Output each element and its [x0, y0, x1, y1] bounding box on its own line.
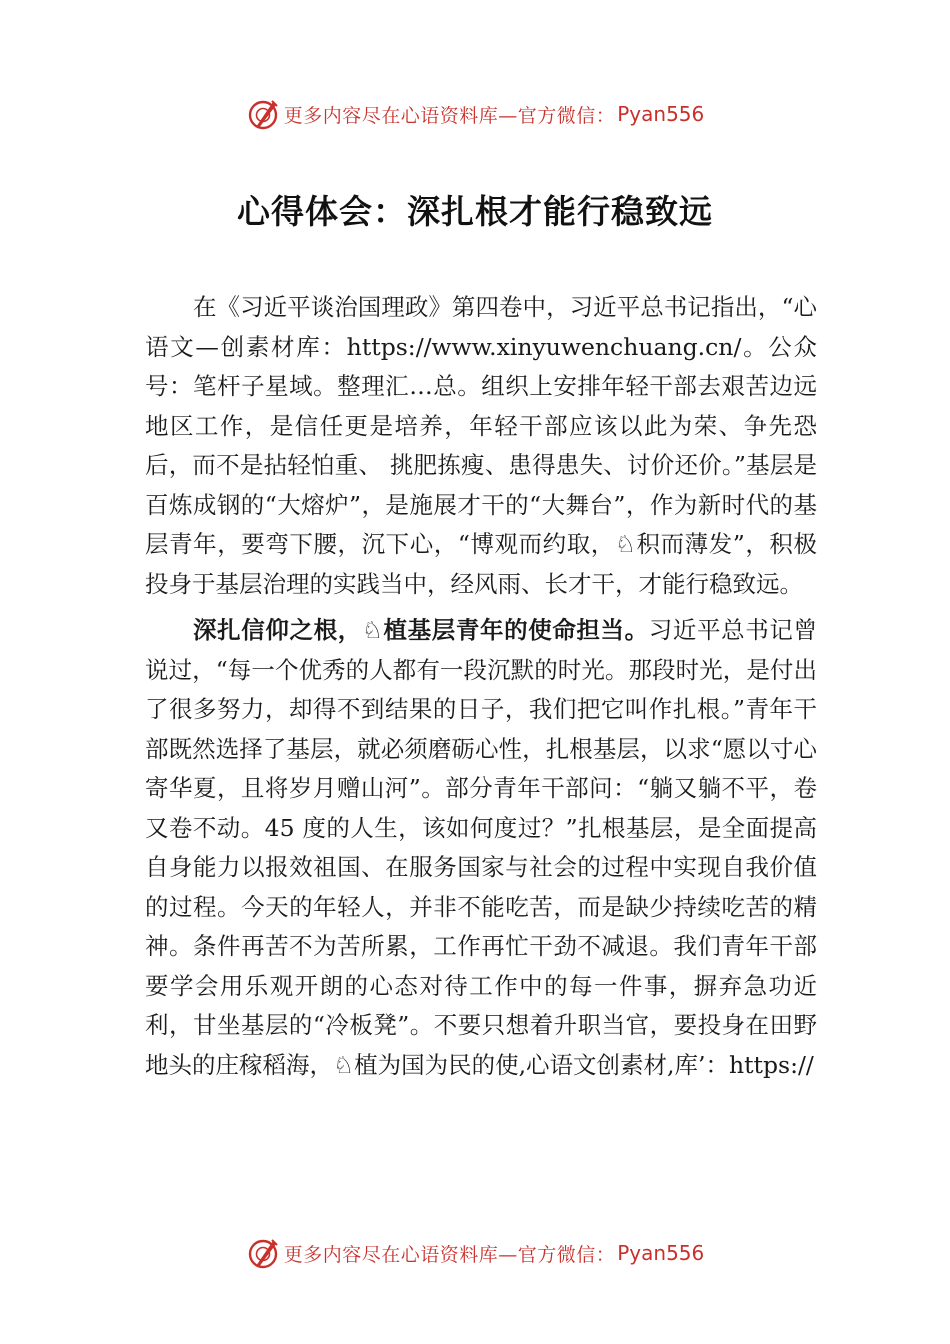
paragraph-body-text: 习近平总书记曾说过，“每一个优秀的人都有一段沉默的时光。那段时光，是付出了很多努力，却得不到结果的日子，我们把它叫作扎根。”青年干部既然选择了基层，就必须磨砺心性，扎根基层，以求“愿以寸心寄华夏，且将岁月赠山河”。部分青年干部问：“躺又躺不平，卷又卷不动。45 度的人生，该如何度过？”扎根基层，是全面提高自身能力以报效祖国、在服务国家与社会的过程中实现自我价值的过程。今天的年轻人，并非不能吃苦，而是缺少持续吃苦的精神。条件再苦不为苦所累，工作再忙干劲不减退。我们青年干部要学会用乐观开朗的心态对待工作中的每一件事，摒弃急功近利，甘坐基层的“冷板凳”。不要只想着升职当官，要投身在田野地头的庄稼稻海，♘植为国为民的使,心语文创素材,库’：https:// — [145, 616, 817, 1079]
watermark-wechat-id: Pyan556 — [617, 1241, 705, 1265]
logo-icon — [246, 1236, 280, 1270]
footer-watermark — [0, 1231, 950, 1275]
document-body — [145, 288, 817, 1085]
watermark-text: 更多内容尽在心语资料库—官方微信： — [283, 104, 616, 127]
paragraph-intro: 在《习近平谈治国理政》第四卷中，习近平总书记指出，“心语文—创素材库：https://www.xinyuwenchuang.cn/。公众号：笔杆子星域。整理汇…总。组织上安排年轻干部去艰苦边远地区工作，是信任更是培养，年轻干部应该以此为荣、争先恐后，而不是拈轻怕重、 挑肥拣瘦、患得患失、讨价还价。”基层是百炼成钢的“大熔炉”，是施展才干的“大舞台”，作为新时代的基层青年，要弯下腰，沉下心，“博观而约取，♘积而薄发”，积极投身于基层治理的实践当中，经风雨、长才干，才能行稳致远。 — [145, 293, 817, 598]
logo-icon — [246, 97, 280, 131]
paragraph-root-of-faith — [145, 611, 817, 1085]
watermark-text: 更多内容尽在心语资料库—官方微信： — [283, 1243, 616, 1266]
page-title: 心得体会：深扎根才能行稳致远 — [237, 192, 713, 231]
header-watermark — [0, 92, 950, 136]
paragraph-lead-heading: 深扎信仰之根，♘植基层青年的使命担当。 — [193, 616, 649, 644]
watermark-wechat-id: Pyan556 — [617, 102, 705, 126]
